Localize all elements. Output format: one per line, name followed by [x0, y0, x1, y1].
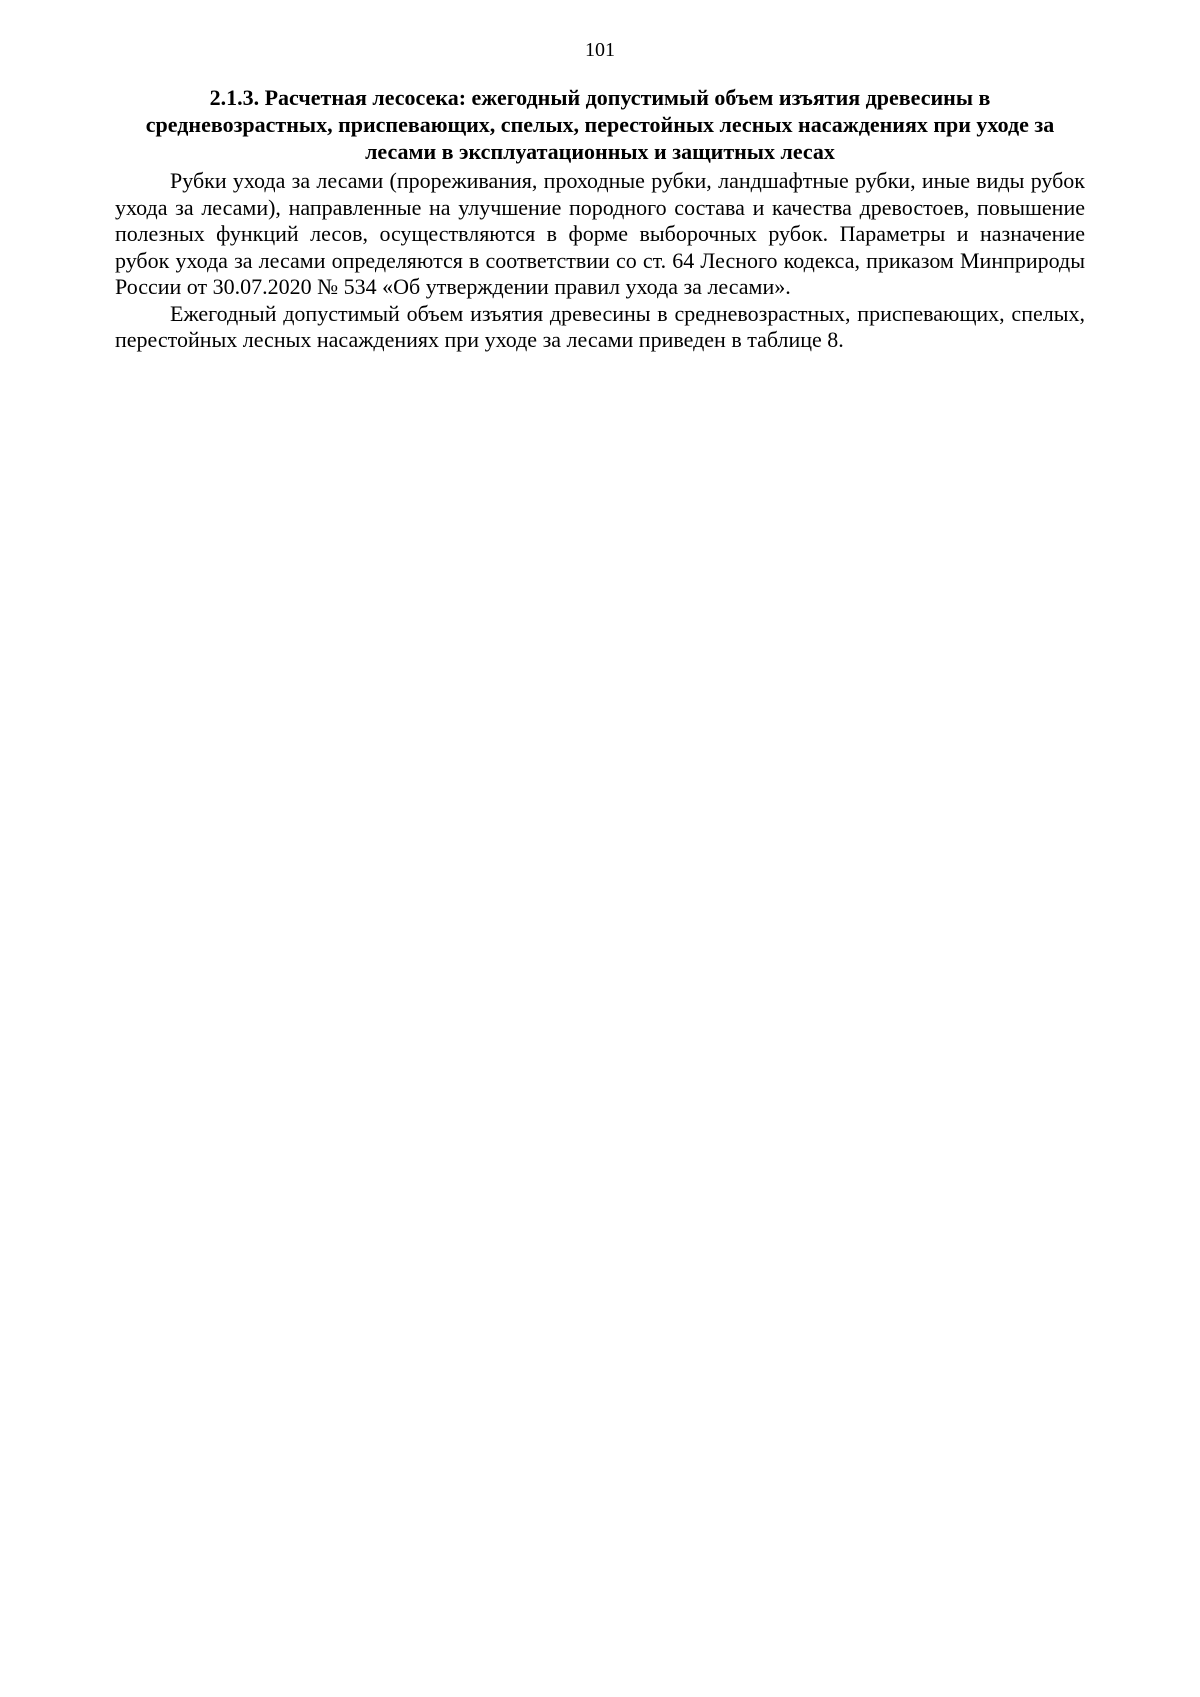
paragraph: Рубки ухода за лесами (прореживания, проходные рубки, ландшафтные рубки, иные виды рубок ухода за лесами), направленные на улучшение породного состава и качества древостоев, повышение полезных функций лесов, осуществляются в форме выборочных рубок. Параметры и назначение рубок ухода за лесами определяются в соответствии со ст. 64 Лесного кодекса, приказом Минприроды России от 30.07.2020 № 534 «Об утверждении правил ухода за лесами».: [115, 168, 1085, 299]
page-number: 101: [585, 39, 615, 61]
section-body: [115, 168, 1085, 354]
paragraph: Ежегодный допустимый объем изъятия древесины в средневозрастных, приспевающих, спелых, перестойных лесных насаждениях при уходе за лесами приведен в таблице 8.: [115, 300, 1085, 352]
section-heading: 2.1.3. Расчетная лесосека: ежегодный допустимый объем изъятия древесины в средневозрастных, приспевающих, спелых, перестойных лесных насаждениях при уходе за лесами в эксплуатационных и защитных лесах: [145, 85, 1055, 164]
